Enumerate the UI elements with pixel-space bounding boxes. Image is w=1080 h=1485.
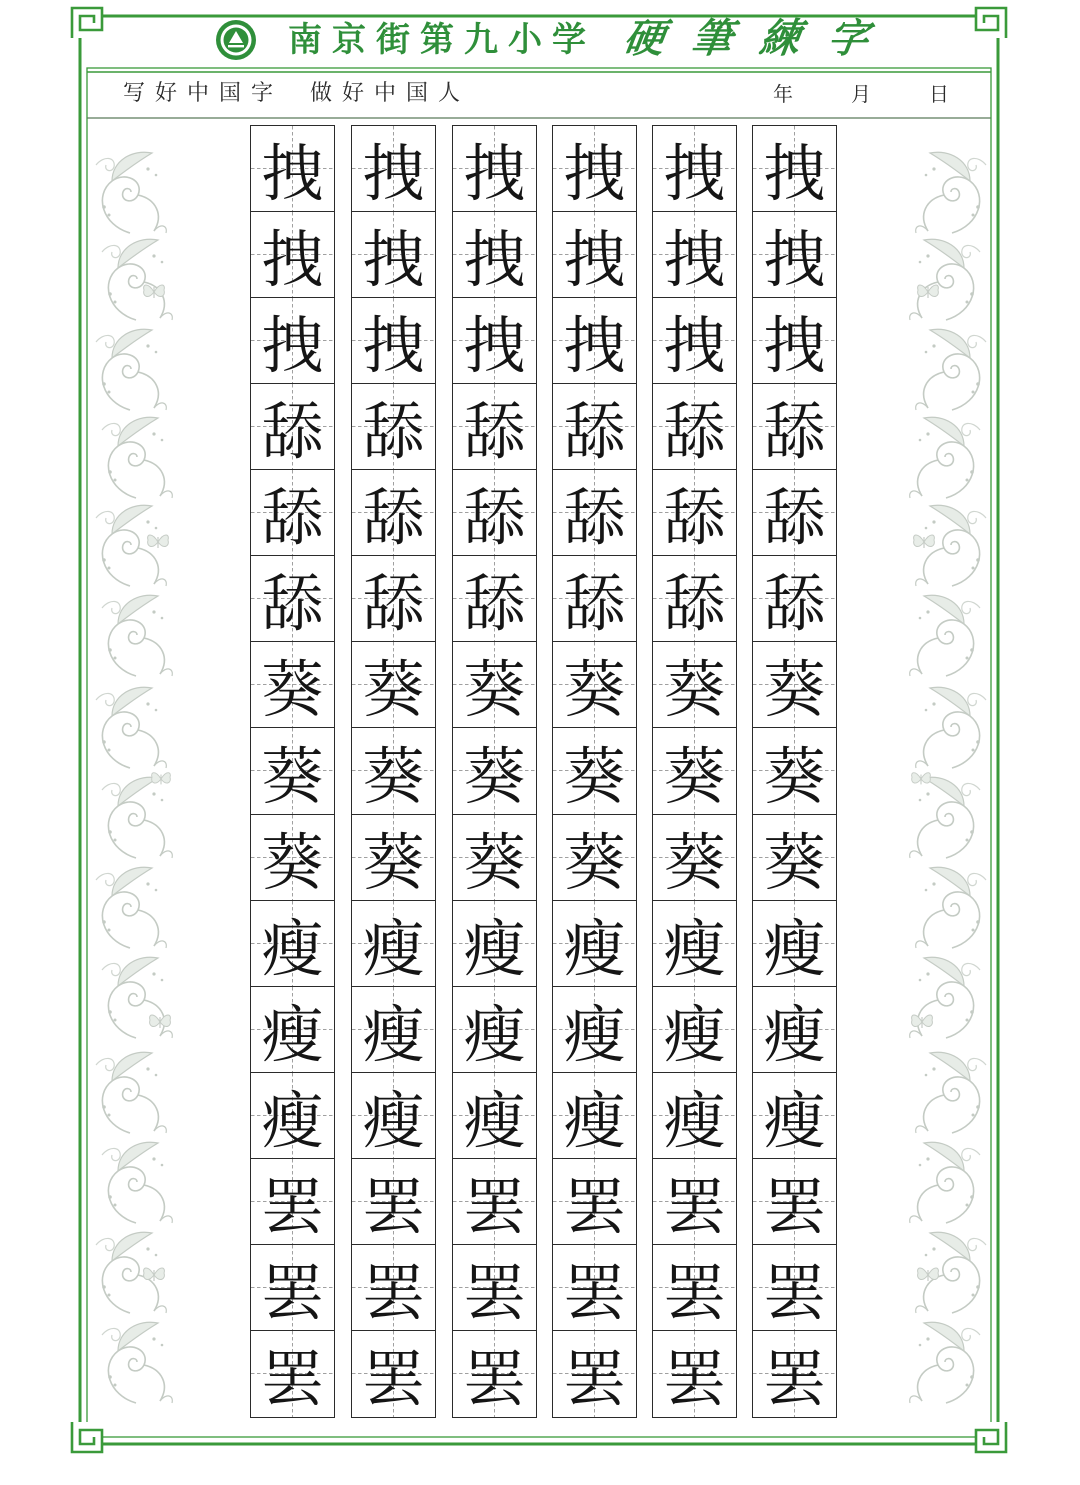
practice-cell: 拽	[553, 126, 636, 212]
slogan: 写好中国字 做好中国人	[123, 81, 470, 106]
fret-corner-icon	[976, 1422, 1006, 1452]
practice-cell: 舔	[251, 470, 334, 556]
practice-cell: 拽	[453, 298, 536, 384]
practice-cell: 瘦	[653, 1073, 736, 1159]
practice-cell: 瘦	[753, 1073, 836, 1159]
practice-cell: 葵	[352, 815, 435, 901]
practice-cell: 罢	[453, 1159, 536, 1245]
practice-cell: 拽	[453, 212, 536, 298]
practice-cell: 罢	[653, 1245, 736, 1331]
practice-cell: 葵	[653, 642, 736, 728]
practice-cell: 瘦	[653, 987, 736, 1073]
practice-cell: 瘦	[352, 901, 435, 987]
practice-cell: 瘦	[352, 1073, 435, 1159]
practice-cell: 拽	[653, 212, 736, 298]
practice-cell: 舔	[352, 556, 435, 642]
practice-cell: 拽	[251, 298, 334, 384]
practice-cell: 罢	[453, 1245, 536, 1331]
practice-cell: 拽	[753, 126, 836, 212]
practice-column	[752, 125, 837, 1418]
practice-cell: 拽	[352, 298, 435, 384]
practice-cell: 舔	[653, 470, 736, 556]
practice-cell: 葵	[753, 728, 836, 814]
practice-cell: 罢	[251, 1245, 334, 1331]
practice-cell: 舔	[553, 384, 636, 470]
practice-cell: 罢	[753, 1331, 836, 1417]
practice-cell: 舔	[453, 470, 536, 556]
practice-cell: 舔	[553, 556, 636, 642]
fret-corner-icon	[976, 8, 1006, 38]
practice-cell: 罢	[352, 1331, 435, 1417]
practice-cell: 拽	[251, 126, 334, 212]
school-emblem-icon	[214, 18, 258, 62]
practice-cell: 舔	[653, 384, 736, 470]
month-label: 月	[851, 82, 871, 106]
practice-cell: 瘦	[251, 1073, 334, 1159]
practice-cell: 葵	[352, 642, 435, 728]
practice-cell: 瘦	[453, 987, 536, 1073]
practice-cell: 罢	[251, 1331, 334, 1417]
sheet-title: 硬筆練字	[620, 15, 900, 62]
practice-cell: 罢	[753, 1159, 836, 1245]
school-name: 南京街第九小学	[288, 21, 596, 59]
practice-cell: 瘦	[453, 901, 536, 987]
practice-column	[552, 125, 637, 1418]
practice-cell: 瘦	[251, 987, 334, 1073]
practice-cell: 舔	[753, 470, 836, 556]
floral-swirl-icon	[910, 152, 986, 1403]
practice-cell: 拽	[753, 212, 836, 298]
practice-cell: 罢	[352, 1245, 435, 1331]
practice-cell: 舔	[251, 556, 334, 642]
practice-column	[351, 125, 436, 1418]
practice-cell: 罢	[753, 1245, 836, 1331]
practice-cell: 拽	[453, 126, 536, 212]
practice-cell: 葵	[251, 728, 334, 814]
year-label: 年	[773, 82, 793, 106]
practice-cell: 瘦	[753, 987, 836, 1073]
practice-cell: 罢	[251, 1159, 334, 1245]
practice-cell: 瘦	[553, 987, 636, 1073]
practice-cell: 拽	[352, 212, 435, 298]
practice-cell: 葵	[553, 728, 636, 814]
practice-cell: 瘦	[553, 901, 636, 987]
practice-cell: 葵	[753, 815, 836, 901]
practice-cell: 瘦	[352, 987, 435, 1073]
practice-cell: 罢	[553, 1159, 636, 1245]
practice-cell: 瘦	[251, 901, 334, 987]
practice-cell: 拽	[653, 126, 736, 212]
floral-swirl-icon	[96, 152, 172, 1403]
practice-cell: 舔	[653, 556, 736, 642]
practice-column	[452, 125, 537, 1418]
practice-cell: 葵	[653, 815, 736, 901]
practice-cell: 舔	[352, 470, 435, 556]
practice-cell: 罢	[352, 1159, 435, 1245]
practice-cell: 罢	[553, 1331, 636, 1417]
day-label: 日	[929, 82, 949, 106]
practice-cell: 葵	[653, 728, 736, 814]
practice-cell: 舔	[753, 384, 836, 470]
practice-column	[652, 125, 737, 1418]
practice-cell: 葵	[352, 728, 435, 814]
practice-cell: 葵	[251, 815, 334, 901]
practice-cell: 瘦	[753, 901, 836, 987]
practice-cell: 葵	[453, 728, 536, 814]
practice-cell: 舔	[352, 384, 435, 470]
practice-cell: 拽	[251, 212, 334, 298]
practice-cell: 罢	[653, 1331, 736, 1417]
practice-cell: 舔	[453, 384, 536, 470]
practice-cell: 葵	[553, 642, 636, 728]
fret-corner-icon	[72, 1422, 102, 1452]
practice-cell: 拽	[553, 298, 636, 384]
practice-cell: 葵	[453, 642, 536, 728]
practice-cell: 葵	[553, 815, 636, 901]
practice-cell: 瘦	[553, 1073, 636, 1159]
practice-cell: 舔	[453, 556, 536, 642]
practice-cell: 葵	[453, 815, 536, 901]
practice-cell: 瘦	[453, 1073, 536, 1159]
practice-cell: 罢	[653, 1159, 736, 1245]
practice-cell: 拽	[352, 126, 435, 212]
practice-cell: 罢	[453, 1331, 536, 1417]
practice-cell: 葵	[753, 642, 836, 728]
fret-corner-icon	[72, 8, 102, 38]
practice-cell: 拽	[553, 212, 636, 298]
practice-cell: 舔	[753, 556, 836, 642]
practice-cell: 瘦	[653, 901, 736, 987]
practice-cell: 葵	[251, 642, 334, 728]
practice-cell: 舔	[553, 470, 636, 556]
practice-cell: 舔	[251, 384, 334, 470]
practice-cell: 拽	[753, 298, 836, 384]
practice-cell: 罢	[553, 1245, 636, 1331]
practice-cell: 拽	[653, 298, 736, 384]
practice-column	[250, 125, 335, 1418]
